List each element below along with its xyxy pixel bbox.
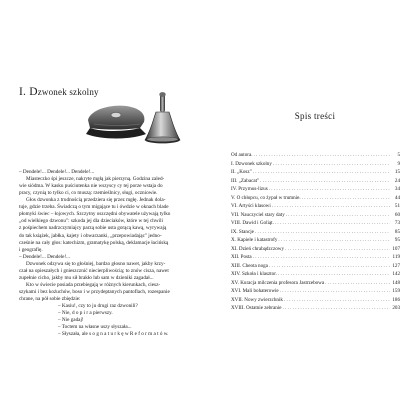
text-line: i geografię. — [19, 246, 43, 253]
text-line: Kto w świecie posiada przebiegają w różnych kierunkach, ciesz- — [26, 281, 161, 288]
toc-dot-leader — [253, 253, 390, 262]
text-line: – Toctem na własne uszy słyszała... — [58, 324, 132, 331]
toc-list — [231, 151, 400, 313]
toc-entry-title: VIII. Dawid i Goliąt. — [231, 220, 274, 226]
text-line: zupełnie cicho, jakby mu sił brakło lub sam w dzieniki zagadał... — [19, 274, 154, 281]
toc-title-rest: pis treści — [300, 111, 336, 121]
toc-dot-leader — [272, 202, 390, 211]
toc-dot-leader — [285, 245, 390, 254]
toc-entry-title: XVII. Nowy zwierzchnik — [231, 296, 283, 303]
toc-entry — [231, 253, 400, 262]
toc-entry — [231, 202, 400, 211]
toc-entry — [231, 228, 400, 237]
toc-entry-title: XII. Posta — [231, 254, 252, 260]
toc-entry — [231, 270, 400, 279]
toc-entry — [231, 160, 400, 169]
chapter-title-rest: zwonek szkolny — [37, 87, 99, 97]
chapter-title-initial: D — [29, 86, 38, 98]
toc-dot-leader — [278, 270, 390, 279]
text-line: tuje, gdzie trzeba. Świadczą o tym migające tu i ówdzie w oknach blade — [19, 204, 169, 211]
toc-entry-page: 34 — [394, 186, 400, 192]
toc-entry-page: 60 — [394, 211, 400, 218]
text-line: cześnie na cały głos: katechizm, gramatykę polską, deklamacje łacińską — [19, 239, 169, 246]
toc-entry-page: 95 — [394, 237, 400, 243]
toc-entry-page: 142 — [392, 271, 400, 277]
chapter-body-text — [19, 155, 189, 338]
toc-dot-leader — [286, 211, 390, 220]
text-line — [19, 155, 189, 162]
school-cap — [86, 106, 146, 139]
toc-entry-page: 203 — [392, 305, 400, 311]
text-line: – Kasiu!, czy to ju drugi raz dzwonili? — [58, 302, 138, 309]
text-line: – Słyszała, ale s o g n a t u r k ę w R e f o r m a t ó w. — [58, 331, 169, 338]
toc-entry — [231, 185, 400, 194]
toc-entry-title: II. „Kosz" — [231, 169, 252, 175]
toc-entry-title: IV. Przyrnus-lizus — [231, 186, 268, 192]
toc-entry-page: 85 — [394, 228, 400, 235]
text-line: Dzwonek odzywa się to głośniej, bardzo głosno nawet, jakby krzy- — [26, 260, 166, 267]
toc-dot-leader — [283, 304, 391, 313]
toc-entry-page: 159 — [392, 288, 400, 294]
toc-entry-page: 119 — [392, 254, 400, 260]
toc-entry — [231, 211, 400, 220]
text-line: – Nie gadaj! — [58, 317, 84, 324]
text-line — [19, 162, 189, 169]
toc-title — [210, 111, 420, 121]
toc-dot-leader — [254, 151, 391, 160]
toc-entry-title: XVIII. Ostatnie zebranie — [231, 305, 282, 311]
toc-entry — [231, 262, 400, 271]
text-line: Miasteczko śpi jeszcze, nakryte mgłą jak pierzyną. Godzina zaled- — [26, 176, 165, 183]
text-line: czał na opieszałych i gnieszcznić niecierpliwością; to znów cisza, nawet — [19, 267, 169, 274]
text-line: – Dendele!... Dendele!... Dendele!... — [19, 169, 95, 176]
toc-dot-leader — [278, 236, 390, 245]
toc-dot-leader — [255, 228, 390, 237]
toc-entry — [231, 194, 400, 203]
toc-entry-title: IX. Stancje — [231, 228, 254, 235]
right-page — [210, 0, 420, 420]
toc-entry — [231, 245, 400, 254]
toc-entry-page: 24 — [394, 177, 400, 184]
toc-entry — [231, 304, 400, 313]
toc-entry-title: X. Kapiele i katastrofy — [231, 237, 278, 243]
toc-entry-title: Od autora. — [231, 152, 253, 158]
toc-entry — [231, 151, 400, 160]
toc-entry-title: V. O chłopcu, co żypał w trumnie. — [231, 194, 301, 201]
toc-dot-leader — [302, 194, 390, 203]
text-line: wie siódma. W kasku puściutenka nie wszyscy cy tej porze wstaja do — [19, 183, 163, 190]
toc-entry — [231, 236, 400, 245]
text-line: – Dendele!... Dendele!... — [19, 253, 70, 260]
text-line: pracy, czynią to tylko ci, co muszą: rzemieślnicy, sługi, oczniowie. — [19, 190, 158, 197]
text-line: szykami i bez kożuchów, boso i w przydeptanych pantoflach, rozespanie — [19, 288, 170, 295]
text-line: „od wielkiego dzwonu": szkoda jej dla dzieciaków, które w tej chwili — [19, 218, 163, 225]
toc-entry-title: VI. Artyści klasowi — [231, 203, 271, 209]
toc-entry — [231, 287, 400, 296]
toc-entry-page: 127 — [392, 262, 400, 269]
toc-entry-title: XIII. Cheota noga — [231, 262, 268, 269]
toc-entry-title: XV. Kuracja milczenia profesora Jastrzebowa — [231, 279, 325, 286]
school-bell-illustration — [80, 90, 190, 150]
text-line: z pośpiechem nadrzczymiajcy parzą sobie usta gorącą kawą, wyrywają — [19, 225, 167, 232]
chapter-number: I. — [19, 86, 27, 98]
toc-title-initial: S — [294, 111, 301, 121]
toc-dot-leader — [253, 168, 390, 177]
toc-dot-leader — [273, 160, 390, 169]
toc-entry — [231, 219, 400, 228]
text-line: do tak książek, jabłka, kajety i obwarzanki, „przepowiadając" jedno- — [19, 232, 162, 239]
toc-entry-page: 5 — [397, 152, 400, 158]
toc-dot-leader — [275, 219, 390, 228]
toc-entry — [231, 279, 400, 288]
toc-entry — [231, 177, 400, 186]
text-line: chrane, na pół sobie zbiędzie: — [19, 295, 81, 302]
text-line: Głos dzwonka z trudnością przedziera się przez mgłę. Jednak dola- — [26, 197, 166, 204]
toc-dot-leader — [284, 296, 390, 305]
toc-entry — [231, 168, 400, 177]
toc-dot-leader — [325, 279, 390, 288]
toc-dot-leader — [260, 177, 390, 186]
toc-entry-page: 9 — [397, 160, 400, 167]
text-line: – Nie, d o p i r a pierwszy. — [58, 310, 113, 317]
toc-entry-page: 44 — [394, 194, 400, 201]
toc-entry-title: XVI. Mali bohaterowie — [231, 288, 279, 294]
toc-entry-title: XIV. Szkoła i klasztor. — [231, 271, 277, 277]
toc-entry-page: 107 — [392, 245, 400, 252]
toc-entry-page: 15 — [394, 169, 400, 175]
toc-entry-title: I. Dzwonek szkolny — [231, 160, 272, 167]
toc-entry-title: VII. Nauczyciel stary daty — [231, 211, 285, 218]
toc-entry-page: 186 — [392, 296, 400, 303]
toc-dot-leader — [280, 287, 390, 296]
toc-entry-page: 51 — [394, 203, 400, 209]
hand-bell — [145, 92, 180, 143]
toc-entry-page: 73 — [394, 220, 400, 226]
text-line: płomyki świec – łojowych. Szczytny oszczędni obywatele używają tylko — [19, 211, 171, 218]
toc-dot-leader — [269, 262, 390, 271]
toc-entry-title: XI. Dzień chrabądzczowy — [231, 245, 285, 252]
toc-entry-title: III. „Zabacat" — [231, 177, 260, 184]
toc-dot-leader — [269, 185, 390, 194]
toc-entry — [231, 296, 400, 305]
toc-entry-page: 148 — [392, 279, 400, 286]
